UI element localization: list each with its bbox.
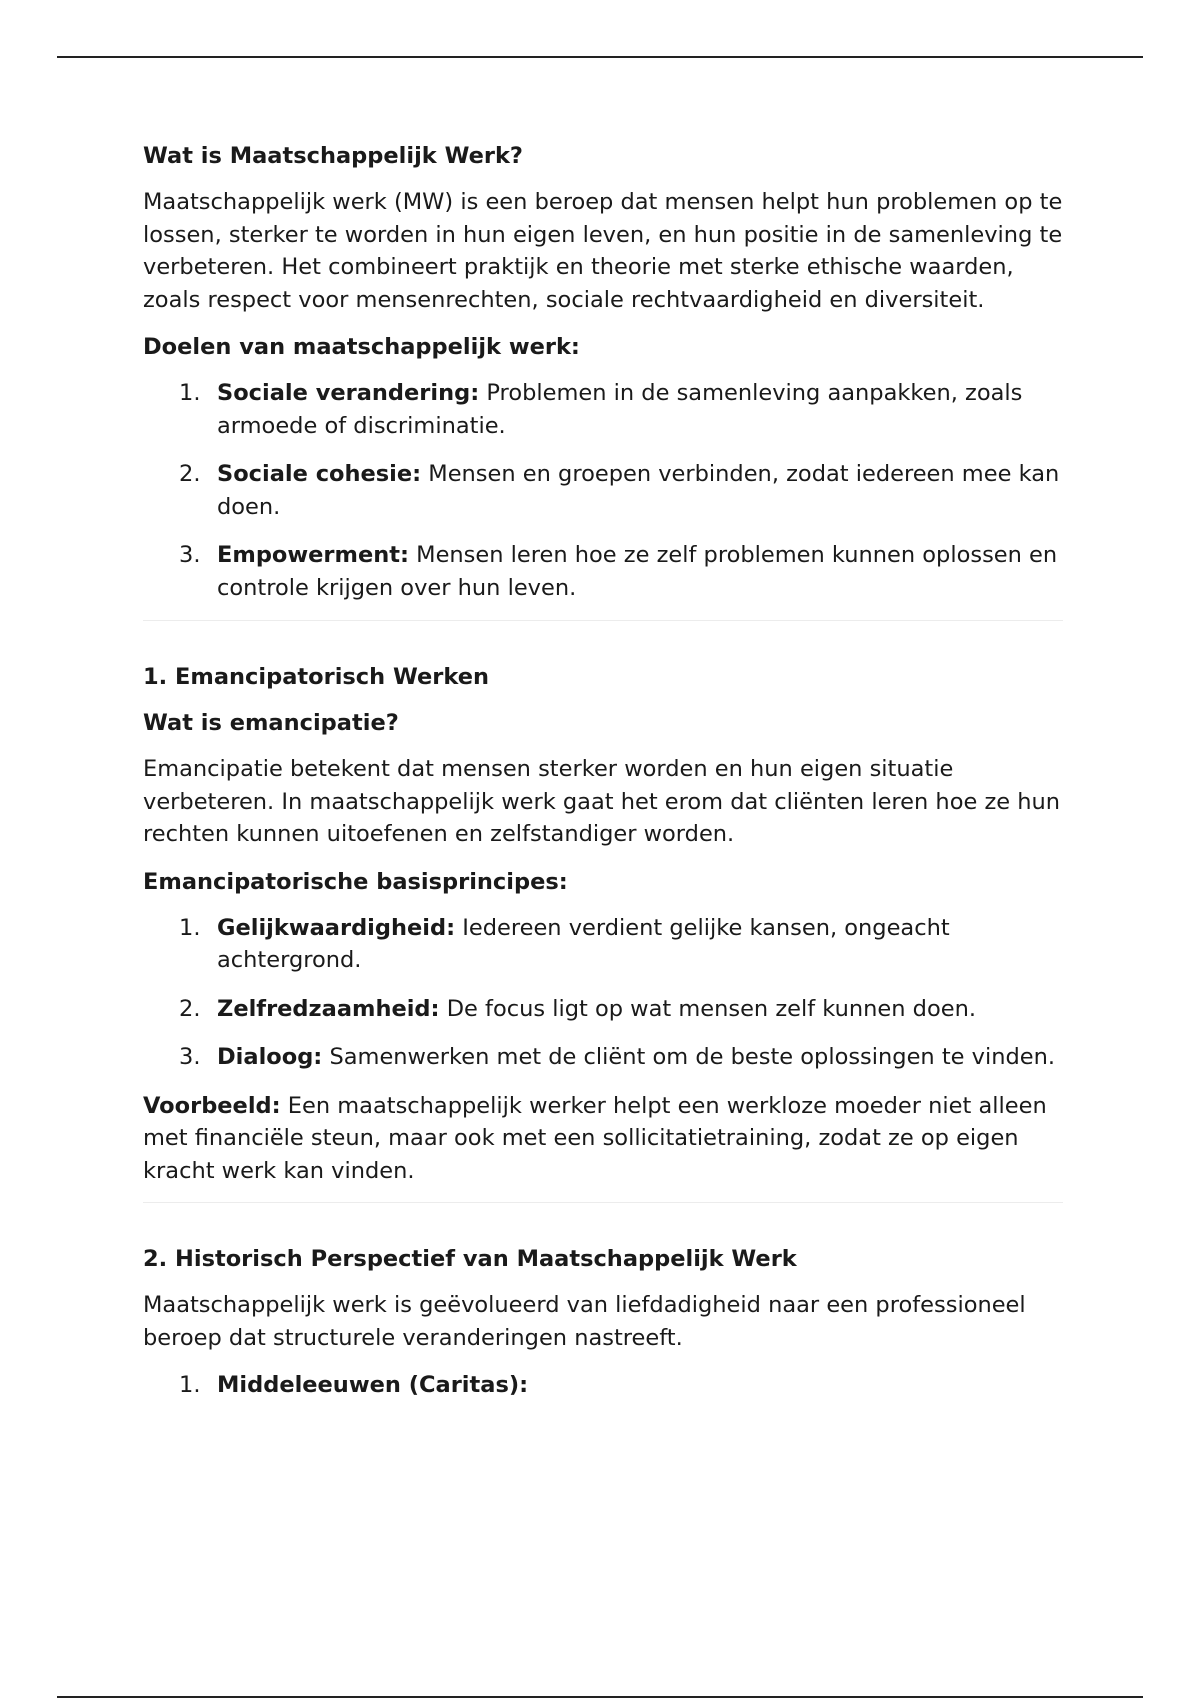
list-term: Sociale cohesie: xyxy=(217,461,422,487)
list-text: Mensen en groepen verbinden, zodat iedereen mee kan doen. xyxy=(217,461,1060,520)
section1-subtitle: Wat is emancipatie? xyxy=(143,710,399,736)
list-number: 1. xyxy=(179,914,201,941)
intro-paragraph: Maatschappelijk werk (MW) is een beroep dat mensen helpt hun problemen op te lossen, sterker te worden in hun eigen leven, en hun positie in de samenleving te verbeteren. Het combineert praktijk en theorie met sterke ethische waarden, zoals respect voor mensenrechten, sociale rechtvaardigheid en diversiteit. xyxy=(143,189,1063,313)
page-bottom-rule xyxy=(57,1696,1143,1698)
section-divider xyxy=(143,1202,1063,1203)
list-text: Mensen leren hoe ze zelf problemen kunnen oplossen en controle krijgen over hun leven. xyxy=(217,542,1058,601)
section2-title: 2. Historisch Perspectief van Maatschappelijk Werk xyxy=(143,1246,797,1272)
example-paragraph xyxy=(143,1090,1063,1188)
section-divider xyxy=(143,620,1063,621)
list-text: Samenwerken met de cliënt om de beste oplossingen te vinden. xyxy=(322,1044,1056,1070)
section1-paragraph: Emancipatie betekent dat mensen sterker worden en hun eigen situatie verbeteren. In maatschappelijk werk gaat het erom dat cliënten leren hoe ze hun rechten kunnen uitoefenen en zelfstandiger worden. xyxy=(143,756,1061,847)
list-text: Problemen in de samenleving aanpakken, zoals armoede of discriminatie. xyxy=(217,380,1023,439)
list-term: Middeleeuwen (Caritas): xyxy=(217,1372,529,1398)
list-number: 2. xyxy=(179,995,201,1022)
list-number: 3. xyxy=(179,542,201,568)
list-item xyxy=(143,1369,1063,1402)
list-number: 1. xyxy=(179,380,201,406)
example-label: Voorbeeld: xyxy=(143,1092,281,1119)
list-term: Gelijkwaardigheid: xyxy=(217,914,456,941)
page-top-rule xyxy=(57,56,1143,58)
list-item xyxy=(143,458,1063,523)
principles-list xyxy=(143,912,1063,1074)
list-number: 2. xyxy=(179,461,201,487)
list-item xyxy=(143,377,1063,442)
list-term: Empowerment: xyxy=(217,542,409,568)
example-text: Een maatschappelijk werker helpt een werkloze moeder niet alleen met financiële steun, maar ook met een sollicitatietraining, zodat ze op eigen kracht werk kan vinden. xyxy=(143,1092,1047,1184)
list-item xyxy=(143,539,1063,604)
history-list xyxy=(143,1369,1063,1402)
list-item xyxy=(143,1041,1063,1074)
list-item xyxy=(143,912,1063,977)
list-term: Dialoog: xyxy=(217,1044,323,1070)
list-number: 1. xyxy=(179,1372,201,1398)
goals-heading: Doelen van maatschappelijk werk: xyxy=(143,334,580,360)
list-term: Zelfredzaamheid: xyxy=(217,995,440,1022)
list-item xyxy=(143,993,1063,1026)
section2-paragraph: Maatschappelijk werk is geëvolueerd van liefdadigheid naar een professioneel beroep dat structurele veranderingen nastreeft. xyxy=(143,1292,1026,1351)
list-text: De focus ligt op wat mensen zelf kunnen doen. xyxy=(439,995,976,1022)
intro-title: Wat is Maatschappelijk Werk? xyxy=(143,143,523,169)
list-number: 3. xyxy=(179,1044,201,1070)
section1-title: 1. Emancipatorisch Werken xyxy=(143,664,490,690)
list-text: Iedereen verdient gelijke kansen, ongeacht achtergrond. xyxy=(217,914,950,973)
principles-heading: Emancipatorische basisprincipes: xyxy=(143,868,568,895)
goals-list xyxy=(143,377,1063,604)
list-term: Sociale verandering: xyxy=(217,380,480,406)
document-body xyxy=(143,140,1063,1418)
